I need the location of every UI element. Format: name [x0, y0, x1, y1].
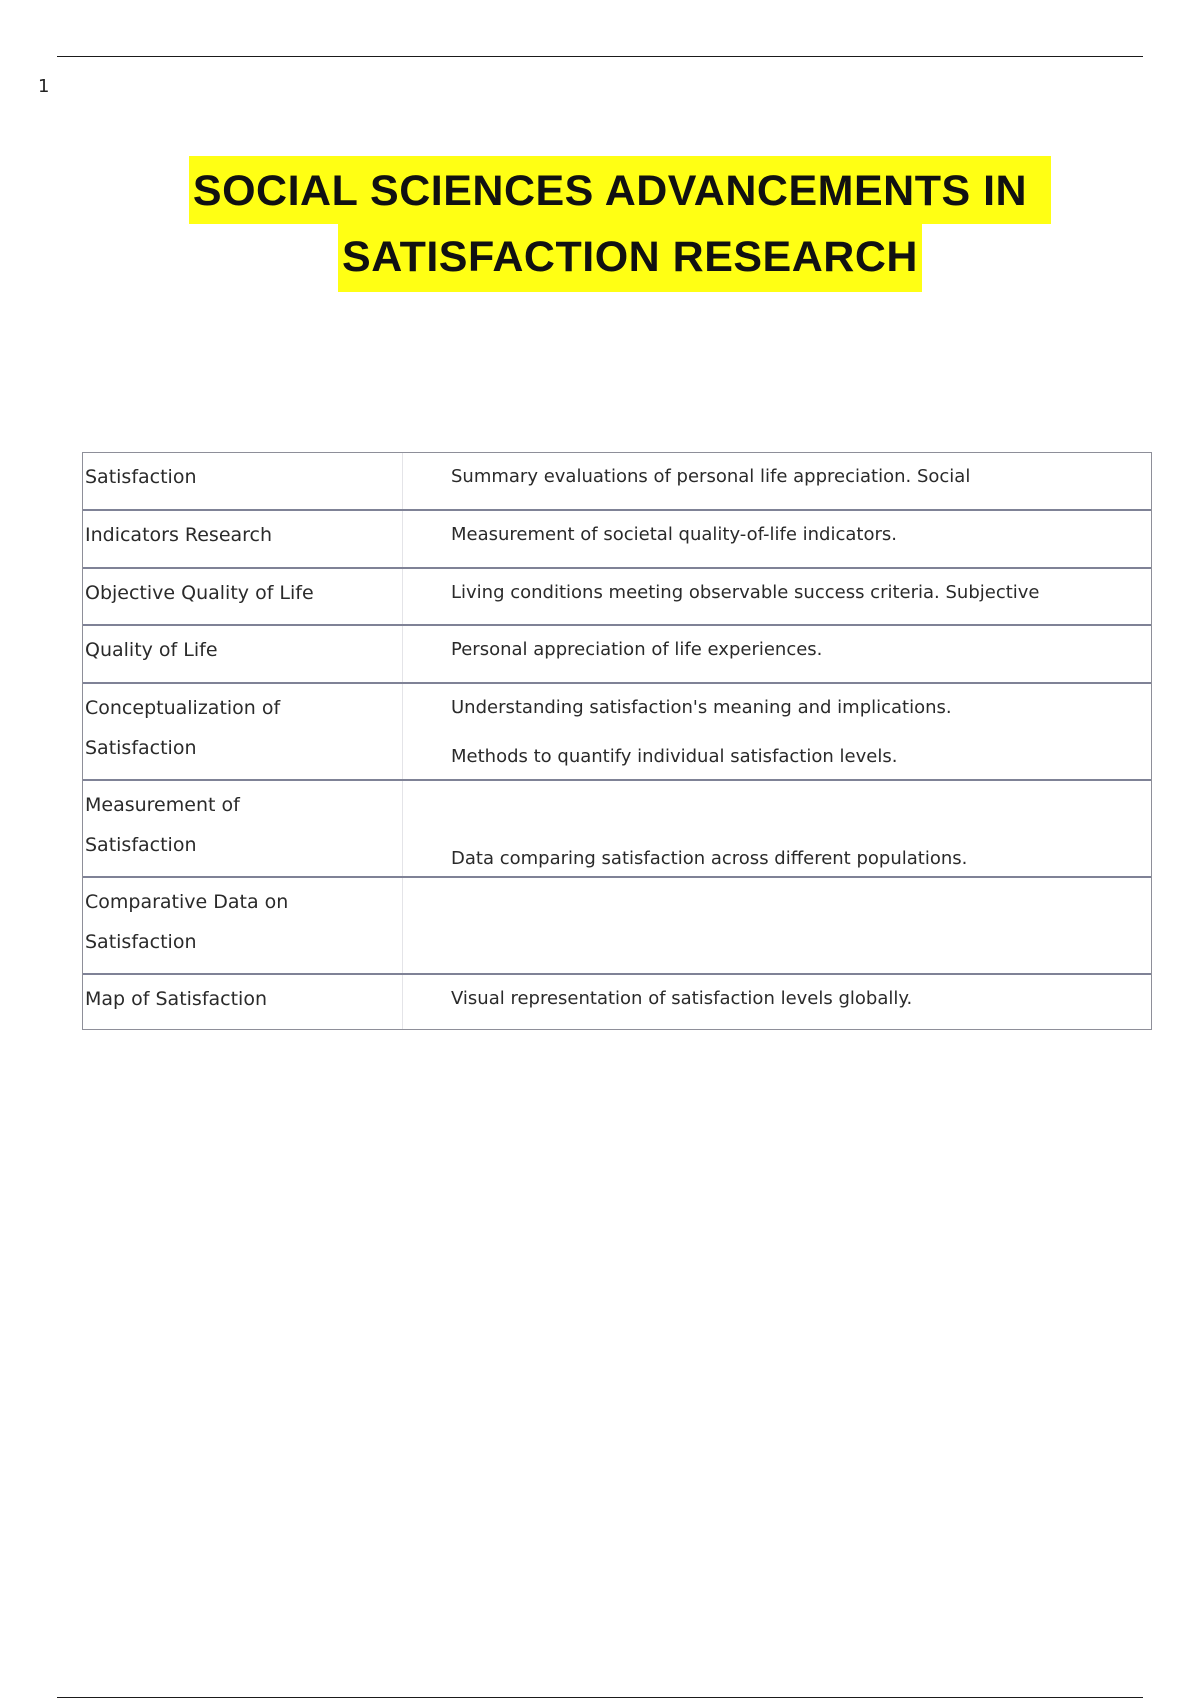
table-row — [83, 624, 1151, 682]
term-line: Satisfaction — [85, 737, 197, 759]
table-row — [83, 779, 1151, 876]
term-cell: Satisfaction — [83, 453, 403, 509]
term-line: Measurement of — [85, 794, 240, 816]
term-cell: Objective Quality of Life — [83, 569, 403, 624]
footer-rule — [57, 1697, 1143, 1698]
term-line: Satisfaction — [85, 834, 197, 856]
definition-line: Methods to quantify individual satisfaction levels. — [451, 746, 898, 767]
term-cell: Quality of Life — [83, 626, 403, 682]
term-cell — [83, 781, 403, 876]
term-cell: Map of Satisfaction — [83, 975, 403, 1029]
table-row — [83, 682, 1151, 779]
page-title — [0, 156, 1200, 292]
title-line-1: SOCIAL SCIENCES ADVANCEMENTS IN — [189, 156, 1051, 224]
definition-cell — [403, 878, 1151, 973]
term-line: Satisfaction — [85, 931, 197, 953]
definition-cell: Data comparing satisfaction across different populations. — [451, 848, 968, 869]
definition-cell: Living conditions meeting observable success criteria. Subjective — [451, 582, 1040, 603]
term-cell — [83, 878, 403, 973]
term-line: Conceptualization of — [85, 697, 281, 719]
table-row — [83, 453, 1151, 509]
term-cell: Indicators Research — [83, 511, 403, 567]
definition-line: Understanding satisfaction's meaning and implications. — [451, 697, 952, 718]
term-cell — [83, 684, 403, 779]
table-row — [83, 876, 1151, 973]
definition-cell: Visual representation of satisfaction levels globally. — [451, 988, 913, 1009]
definition-cell: Measurement of societal quality-of-life indicators. — [451, 524, 897, 545]
header-rule — [57, 56, 1143, 57]
page-number: 1 — [38, 76, 50, 97]
definition-cell: Summary evaluations of personal life appreciation. Social — [451, 466, 971, 487]
table-row — [83, 567, 1151, 624]
table-row — [83, 973, 1151, 1029]
term-line: Comparative Data on — [85, 891, 289, 913]
title-line-2: SATISFACTION RESEARCH — [338, 224, 922, 292]
definition-cell — [403, 684, 1151, 779]
glossary-table — [82, 452, 1152, 1030]
definition-cell: Personal appreciation of life experiences. — [451, 639, 823, 660]
table-row — [83, 509, 1151, 567]
